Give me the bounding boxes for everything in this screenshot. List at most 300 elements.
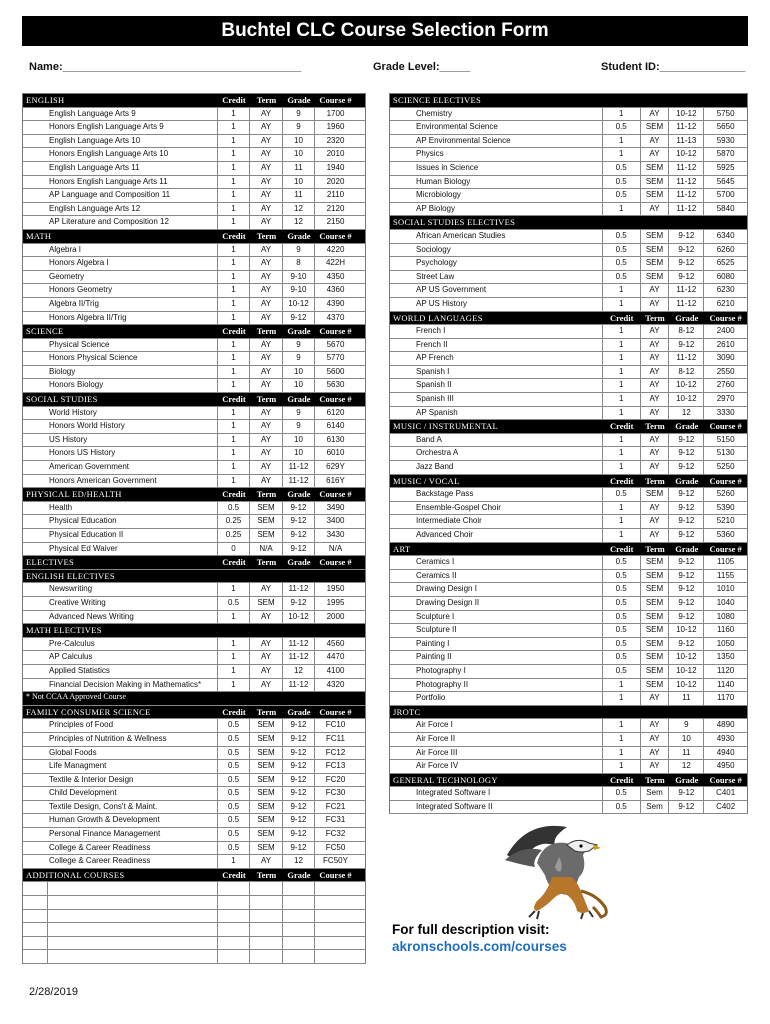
course-name: Portfolio [390, 692, 603, 705]
term-cell: AY [250, 176, 283, 189]
credit-cell: 0.5 [218, 801, 250, 814]
student-id-field[interactable]: Student ID:______________ [601, 61, 746, 73]
course-row[interactable] [22, 447, 366, 461]
course-row[interactable] [389, 189, 748, 203]
credit-cell: 1 [218, 298, 250, 311]
course-row[interactable] [22, 121, 366, 135]
course-row[interactable] [389, 447, 748, 461]
grade-cell: 9-12 [669, 801, 704, 814]
course-row[interactable] [389, 366, 748, 380]
term-cell: SEM [641, 189, 670, 202]
term-cell: AY [250, 379, 283, 392]
course-row[interactable] [22, 502, 366, 516]
course-name: Advanced News Writing [23, 611, 218, 624]
course-name: French II [390, 339, 603, 352]
grade-cell: 10 [669, 733, 704, 746]
course-row[interactable] [22, 760, 366, 774]
section-label: ADDITIONAL COURSES [26, 869, 125, 880]
course-row[interactable] [22, 842, 366, 856]
column-header: Grade [675, 774, 699, 785]
column-header: Credit [609, 312, 634, 323]
section-label: WORLD LANGUAGES [393, 312, 483, 323]
course-name: Physical Ed Waiver [23, 543, 218, 556]
credit-cell: 0.5 [603, 257, 641, 270]
term-cell: SEM [250, 787, 283, 800]
course-row[interactable] [22, 366, 366, 380]
course-number-cell: FC31 [325, 815, 346, 825]
blank-cell[interactable] [218, 882, 250, 895]
credit-cell: 1 [218, 162, 250, 175]
course-row[interactable] [389, 339, 748, 353]
term-cell: AY [641, 298, 670, 311]
course-number-cell: 2020 [326, 176, 345, 186]
blank-cell[interactable] [283, 950, 315, 963]
course-name: American Government [23, 461, 218, 474]
grade-cell: 10-12 [283, 298, 315, 311]
blank-cell[interactable] [218, 923, 250, 936]
blank-cell[interactable] [23, 950, 218, 963]
course-number-cell: 4890 [716, 720, 735, 730]
credit-cell: 0.5 [603, 488, 641, 501]
blank-cell[interactable] [315, 950, 356, 963]
course-row[interactable] [22, 148, 366, 162]
course-row[interactable] [22, 284, 366, 298]
grade-cell: 10-12 [669, 393, 704, 406]
term-cell: SEM [641, 121, 670, 134]
course-name: Biology [23, 366, 218, 379]
blank-course-row[interactable] [22, 896, 366, 910]
course-number-cell: 4220 [326, 244, 345, 254]
grade-cell: 9-12 [669, 529, 704, 542]
term-cell: AY [250, 244, 283, 257]
course-row[interactable] [22, 747, 366, 761]
grade-cell: 9-12 [669, 638, 704, 651]
blank-cell[interactable] [283, 910, 315, 923]
course-number-cell: 1155 [717, 570, 735, 580]
column-header [603, 94, 641, 107]
credit-cell: 1 [603, 502, 641, 515]
credit-cell: 1 [218, 339, 250, 352]
term-cell: AY [641, 108, 670, 121]
course-number-cell: 4930 [716, 733, 735, 743]
course-row[interactable] [22, 638, 366, 652]
blank-course-row[interactable] [22, 950, 366, 964]
course-row[interactable] [389, 733, 748, 747]
credit-cell: 1 [603, 434, 641, 447]
grade-cell: 12 [283, 203, 315, 216]
course-row[interactable] [22, 407, 366, 421]
course-row[interactable] [389, 502, 748, 516]
credit-cell: 0 [218, 543, 250, 556]
blank-cell[interactable] [23, 937, 218, 950]
blank-course-row[interactable] [22, 923, 366, 937]
grade-cell: 11-12 [669, 162, 704, 175]
course-name: Honors English Language Arts 10 [23, 148, 218, 161]
course-row[interactable] [22, 271, 366, 285]
column-header: Credit [222, 489, 246, 500]
grade-cell: 11-12 [669, 284, 704, 297]
credit-cell: 1 [218, 379, 250, 392]
course-name: Principles of Food [23, 719, 218, 732]
course-row[interactable] [389, 747, 748, 761]
course-row[interactable] [22, 189, 366, 203]
section-header-row [22, 230, 366, 244]
course-number-cell: 6260 [716, 244, 735, 254]
term-cell: AY [641, 447, 670, 460]
course-row[interactable] [389, 379, 748, 393]
course-row[interactable] [22, 651, 366, 665]
form-title: Buchtel CLC Course Selection Form [22, 16, 748, 46]
blank-course-row[interactable] [22, 910, 366, 924]
credit-cell: 1 [603, 447, 641, 460]
course-number-cell: FC50 [325, 842, 346, 852]
grade-cell: 9-12 [283, 597, 315, 610]
blank-cell[interactable] [250, 882, 283, 895]
column-header: Term [256, 557, 277, 568]
course-row[interactable] [22, 583, 366, 597]
credit-cell: 1 [218, 407, 250, 420]
course-number-cell: 1080 [716, 611, 735, 621]
blank-cell[interactable] [23, 896, 218, 909]
credit-cell: 1 [603, 108, 641, 121]
course-row[interactable] [22, 774, 366, 788]
blank-cell[interactable] [218, 896, 250, 909]
grade-level-field[interactable]: Grade Level:_____ [373, 61, 471, 73]
course-row[interactable] [22, 801, 366, 815]
course-row[interactable] [389, 434, 748, 448]
term-cell: AY [250, 162, 283, 175]
grade-cell: 11-13 [669, 135, 704, 148]
course-number-cell: 5670 [326, 339, 345, 349]
course-name: Spanish III [390, 393, 603, 406]
credit-cell: 1 [603, 339, 641, 352]
column-header: Course # [319, 230, 352, 241]
blank-cell[interactable] [23, 910, 218, 923]
course-row[interactable] [389, 515, 748, 529]
credit-cell: 0.5 [603, 121, 641, 134]
course-row[interactable] [389, 760, 748, 774]
course-row[interactable] [22, 787, 366, 801]
course-number-cell: 5630 [326, 380, 345, 390]
blank-course-row[interactable] [22, 937, 366, 951]
credit-cell: 1 [603, 760, 641, 773]
course-name: AP Calculus [23, 651, 218, 664]
course-row[interactable] [22, 529, 366, 543]
course-name: English Language Arts 12 [23, 203, 218, 216]
column-header [641, 94, 670, 107]
blank-cell[interactable] [250, 923, 283, 936]
course-row[interactable] [389, 801, 748, 815]
course-row[interactable] [389, 787, 748, 801]
credit-cell: 0.5 [603, 162, 641, 175]
course-row[interactable] [22, 352, 366, 366]
course-row[interactable] [22, 461, 366, 475]
course-row[interactable] [22, 475, 366, 489]
course-number-cell: 4390 [326, 298, 345, 308]
section-header-row [22, 94, 366, 108]
blank-cell[interactable] [250, 950, 283, 963]
term-cell: AY [250, 257, 283, 270]
course-row[interactable] [389, 244, 748, 258]
course-row[interactable] [389, 203, 748, 217]
course-name: Child Development [23, 787, 218, 800]
term-cell: AY [250, 203, 283, 216]
course-row[interactable] [22, 108, 366, 122]
course-number-cell: 4370 [326, 312, 345, 322]
course-number-cell: 5840 [716, 203, 735, 213]
course-row[interactable] [22, 543, 366, 557]
credit-cell: 1 [603, 515, 641, 528]
course-row[interactable] [389, 651, 748, 665]
term-cell: AY [641, 747, 670, 760]
name-field[interactable]: Name:_______________________________________ [29, 61, 302, 73]
course-name: Principles of Nutrition & Wellness [23, 733, 218, 746]
course-row[interactable] [389, 284, 748, 298]
credit-cell: 1 [218, 638, 250, 651]
grade-cell: 9-12 [669, 271, 704, 284]
course-number-cell: 5130 [716, 448, 735, 458]
grade-cell: 11-12 [283, 638, 315, 651]
course-number-cell: 6340 [716, 230, 735, 240]
course-number-cell: 5390 [716, 502, 735, 512]
course-row[interactable] [389, 638, 748, 652]
course-row[interactable] [389, 597, 748, 611]
term-cell: AY [641, 148, 670, 161]
course-row[interactable] [389, 570, 748, 584]
blank-cell[interactable] [23, 923, 218, 936]
blank-cell[interactable] [218, 910, 250, 923]
column-header [283, 624, 315, 637]
credit-cell: 0.5 [603, 189, 641, 202]
course-row[interactable] [22, 244, 366, 258]
course-row[interactable] [22, 203, 366, 217]
course-row[interactable] [22, 679, 366, 693]
term-cell: SEM [641, 624, 670, 637]
section-label: ENGLISH ELECTIVES [26, 570, 115, 581]
column-header: Term [256, 394, 277, 405]
course-number-cell: 1160 [717, 625, 735, 635]
column-header: Grade [287, 326, 311, 337]
credit-cell: 0.5 [603, 638, 641, 651]
credit-cell: 1 [218, 148, 250, 161]
blank-cell[interactable] [283, 937, 315, 950]
course-row[interactable] [389, 719, 748, 733]
column-header: Credit [222, 706, 246, 717]
term-cell: AY [641, 719, 670, 732]
course-row[interactable] [389, 162, 748, 176]
course-row[interactable] [389, 121, 748, 135]
course-name: Orchestra A [390, 447, 603, 460]
section-header-row [22, 325, 366, 339]
grade-cell: 9-12 [283, 828, 315, 841]
course-name: Algebra II/Trig [23, 298, 218, 311]
course-row[interactable] [389, 488, 748, 502]
course-row[interactable] [389, 624, 748, 638]
course-name: Ceramics I [390, 556, 603, 569]
credit-cell: 1 [218, 312, 250, 325]
course-row[interactable] [22, 719, 366, 733]
grade-cell: 10 [283, 434, 315, 447]
course-row[interactable] [389, 230, 748, 244]
courses-link[interactable]: akronschools.com/courses [392, 939, 567, 954]
course-row[interactable] [389, 257, 748, 271]
course-row[interactable] [22, 828, 366, 842]
blank-cell[interactable] [23, 882, 218, 895]
course-row[interactable] [389, 176, 748, 190]
course-name: Human Biology [390, 176, 603, 189]
course-row[interactable] [389, 679, 748, 693]
course-name: Environmental Science [390, 121, 603, 134]
course-row[interactable] [22, 515, 366, 529]
course-number-cell: 1010 [716, 584, 735, 594]
column-header [603, 216, 641, 229]
blank-cell[interactable] [250, 896, 283, 909]
blank-cell[interactable] [283, 923, 315, 936]
term-cell: SEM [641, 556, 670, 569]
blank-cell[interactable] [250, 910, 283, 923]
course-row[interactable] [389, 352, 748, 366]
course-name: Honors US History [23, 447, 218, 460]
course-row[interactable] [22, 665, 366, 679]
course-row[interactable] [389, 611, 748, 625]
course-row[interactable] [22, 135, 366, 149]
course-row[interactable] [22, 611, 366, 625]
course-number-cell: 5210 [716, 516, 735, 526]
course-name: French I [390, 325, 603, 338]
course-row[interactable] [22, 298, 366, 312]
blank-cell[interactable] [218, 950, 250, 963]
course-row[interactable] [22, 162, 366, 176]
course-row[interactable] [389, 271, 748, 285]
credit-cell: 0.5 [218, 828, 250, 841]
course-row[interactable] [22, 855, 366, 869]
blank-cell[interactable] [315, 896, 356, 909]
course-name: College & Career Readiness [23, 842, 218, 855]
column-header: Credit [609, 543, 634, 554]
course-row[interactable] [389, 665, 748, 679]
course-row[interactable] [389, 407, 748, 421]
course-name: Photography II [390, 679, 603, 692]
column-header: Credit [222, 869, 246, 880]
course-number-cell: 3400 [326, 516, 345, 526]
course-number-cell: 5360 [716, 530, 735, 539]
course-row[interactable] [22, 257, 366, 271]
course-row[interactable] [389, 325, 748, 339]
grade-cell: 9-12 [669, 244, 704, 257]
course-row[interactable] [389, 529, 748, 543]
term-cell: SEM [641, 651, 670, 664]
blank-cell[interactable] [283, 896, 315, 909]
course-name: College & Career Readiness [23, 855, 218, 868]
course-row[interactable] [22, 176, 366, 190]
course-number-cell: 1120 [717, 665, 735, 675]
section-header-row [389, 420, 748, 434]
credit-cell: 1 [218, 679, 250, 692]
course-row[interactable] [22, 216, 366, 230]
grade-cell: 9-12 [283, 747, 315, 760]
course-name: Photography I [390, 665, 603, 678]
blank-course-row[interactable] [22, 882, 366, 896]
course-row[interactable] [389, 148, 748, 162]
grade-cell: 10-12 [669, 679, 704, 692]
column-header: Credit [609, 475, 634, 486]
course-row[interactable] [22, 339, 366, 353]
blank-cell[interactable] [250, 937, 283, 950]
course-name: Air Force III [390, 747, 603, 760]
column-header: Term [256, 869, 277, 880]
column-header: Grade [287, 394, 311, 405]
course-number-cell: 2000 [326, 611, 345, 621]
course-row[interactable] [22, 434, 366, 448]
grade-cell: 12 [283, 665, 315, 678]
credit-cell: 0.5 [603, 597, 641, 610]
course-name: Street Law [390, 271, 603, 284]
course-number-cell: 1105 [717, 557, 735, 567]
grade-cell: 9-12 [669, 502, 704, 515]
course-row[interactable] [389, 556, 748, 570]
grade-cell: 9-12 [283, 787, 315, 800]
course-name: AP French [390, 352, 603, 365]
column-header: Term [645, 312, 665, 323]
term-cell: AY [641, 502, 670, 515]
blank-cell[interactable] [315, 910, 356, 923]
column-header [641, 706, 670, 719]
course-row[interactable] [389, 298, 748, 312]
grade-cell: 8-12 [669, 325, 704, 338]
blank-cell[interactable] [315, 937, 356, 950]
credit-cell: 1 [603, 325, 641, 338]
course-row[interactable] [22, 379, 366, 393]
blank-cell[interactable] [315, 923, 356, 936]
course-row[interactable] [22, 733, 366, 747]
column-header: Course # [319, 869, 352, 880]
credit-cell: 1 [218, 447, 250, 460]
course-row[interactable] [389, 583, 748, 597]
term-cell: SEM [641, 570, 670, 583]
course-name: Painting II [390, 651, 603, 664]
blank-cell[interactable] [218, 937, 250, 950]
course-name: Human Growth & Development [23, 814, 218, 827]
grade-cell: 11 [669, 692, 704, 705]
credit-cell: 0.25 [218, 515, 250, 528]
course-number-cell: 5645 [716, 176, 735, 186]
course-row[interactable] [22, 420, 366, 434]
course-row[interactable] [22, 312, 366, 326]
course-row[interactable] [389, 108, 748, 122]
blank-cell[interactable] [315, 882, 356, 895]
course-name: Geometry [23, 271, 218, 284]
course-number-cell: C401 [716, 788, 736, 798]
credit-cell: 0.5 [218, 774, 250, 787]
course-row[interactable] [389, 461, 748, 475]
term-cell: AY [250, 434, 283, 447]
credit-cell: 1 [218, 244, 250, 257]
course-row[interactable] [389, 135, 748, 149]
course-row[interactable] [22, 597, 366, 611]
course-number-cell: 3090 [716, 353, 735, 363]
credit-cell: 1 [603, 366, 641, 379]
grade-cell: 9-12 [283, 733, 315, 746]
course-name: Applied Statistics [23, 665, 218, 678]
course-row[interactable] [22, 814, 366, 828]
course-row[interactable] [389, 692, 748, 706]
course-number-cell: 616Y [326, 475, 345, 485]
blank-cell[interactable] [283, 882, 315, 895]
course-row[interactable] [389, 393, 748, 407]
course-name: Honors American Government [23, 475, 218, 488]
grade-cell: 10-12 [669, 624, 704, 637]
course-name: Advanced Choir [390, 529, 603, 542]
